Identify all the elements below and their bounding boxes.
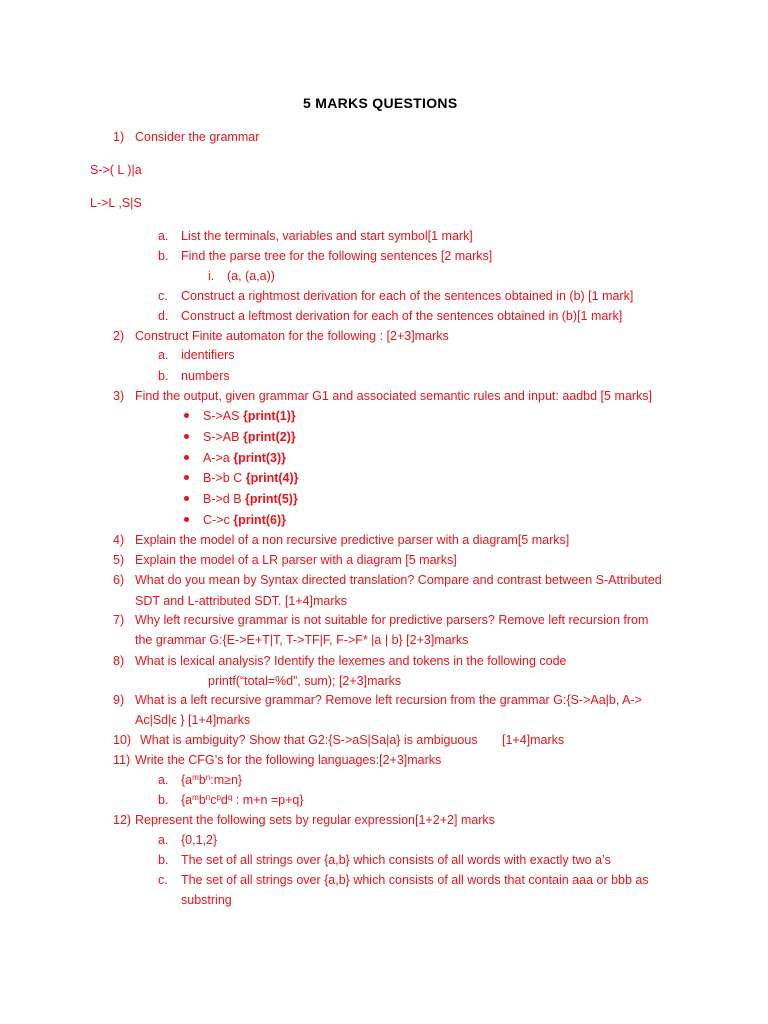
semantic-rule bbox=[203, 491, 298, 507]
bullet-icon bbox=[184, 475, 189, 480]
code-snippet: printf(“total=%d”, sum); [2+3]marks bbox=[208, 674, 402, 688]
semantic-rule bbox=[203, 408, 296, 424]
question-text: Why left recursive grammar is not suitable for predictive parsers? Remove left recursion from bbox=[135, 613, 649, 627]
sub-label: b. bbox=[158, 793, 169, 807]
sub-label: a. bbox=[158, 229, 169, 243]
sub-question: Construct a rightmost derivation for each of the sentences obtained in (b) [1 mark] bbox=[181, 289, 634, 303]
question-number: 5) bbox=[113, 553, 125, 567]
bullet-icon bbox=[184, 455, 189, 460]
question-number: 12) bbox=[113, 813, 132, 827]
superscript: m bbox=[192, 773, 199, 782]
expr-part: {a bbox=[181, 793, 193, 807]
question-text: Consider the grammar bbox=[135, 130, 260, 144]
action: {print(1)} bbox=[242, 409, 296, 423]
superscript: m bbox=[192, 793, 199, 802]
question-number: 8) bbox=[113, 654, 125, 668]
question-text: What do you mean by Syntax directed translation? Compare and contrast between S-Attributed bbox=[135, 573, 662, 587]
expr-part: d bbox=[220, 793, 228, 807]
sub-question: The set of all strings over {a,b} which consists of all words with exactly two a’s bbox=[181, 853, 611, 867]
expr-part: :m≥n} bbox=[210, 773, 243, 787]
question-number: 11) bbox=[113, 753, 131, 767]
semantic-rule bbox=[203, 470, 299, 486]
question-number: 1) bbox=[113, 130, 125, 144]
sub-question: Construct a leftmost derivation for each of the sentences obtained in (b)[1 mark] bbox=[181, 309, 623, 323]
superscript: n bbox=[205, 773, 211, 782]
action: {print(5)} bbox=[245, 492, 298, 506]
question-text-cont: the grammar G:{E->E+T|T, T->TF|F, F->F* |a | b} [2+3]marks bbox=[135, 633, 469, 647]
question-number: 7) bbox=[113, 613, 125, 627]
question-number: 10) bbox=[113, 733, 132, 747]
sub-question: numbers bbox=[181, 369, 230, 383]
page-title: 5 MARKS QUESTIONS bbox=[303, 95, 458, 111]
production: B->b C bbox=[203, 471, 246, 485]
sub-question: Find the parse tree for the following sentences [2 marks] bbox=[181, 249, 493, 263]
action: {print(6)} bbox=[233, 513, 286, 527]
question-text: Explain the model of a non recursive predictive parser with a diagram[5 marks] bbox=[135, 533, 570, 547]
language-expression bbox=[181, 772, 242, 788]
action: {print(4)} bbox=[245, 471, 299, 485]
sub-question: List the terminals, variables and start symbol[1 mark] bbox=[181, 229, 473, 243]
question-number: 3) bbox=[113, 389, 125, 403]
question-number: 4) bbox=[113, 533, 125, 547]
sub-label: c. bbox=[158, 873, 168, 887]
sub-question: identifiers bbox=[181, 348, 235, 362]
sub-label: a. bbox=[158, 773, 169, 787]
sub-question-cont: substring bbox=[181, 893, 232, 907]
question-text: What is a left recursive grammar? Remove left recursion from the grammar G:{S->Aa|b, A-> bbox=[135, 693, 642, 707]
bullet-icon bbox=[184, 434, 189, 439]
question-text-cont: Ac|Sd|ϵ } [1+4]marks bbox=[135, 713, 251, 727]
question-text: Find the output, given grammar G1 and associated semantic rules and input: aadbd [5 marks] bbox=[135, 389, 652, 403]
question-text: Represent the following sets by regular expression[1+2+2] marks bbox=[135, 813, 495, 827]
bullet-icon bbox=[184, 517, 189, 522]
question-marks: [1+4]marks bbox=[502, 733, 565, 747]
sub-question: (a, (a,a)) bbox=[227, 269, 275, 283]
production: S->AB bbox=[203, 430, 243, 444]
sub-label: a. bbox=[158, 833, 169, 847]
superscript: n bbox=[205, 793, 211, 802]
semantic-rule bbox=[203, 512, 286, 528]
superscript: q bbox=[227, 793, 233, 802]
expr-part: : m+n =p+q} bbox=[232, 793, 304, 807]
question-text-cont: SDT and L-attributed SDT. [1+4]marks bbox=[135, 594, 348, 608]
semantic-rule bbox=[203, 450, 286, 466]
bullet-icon bbox=[184, 413, 189, 418]
question-number: 6) bbox=[113, 573, 125, 587]
action: {print(3)} bbox=[233, 451, 287, 465]
sub-question: {0,1,2} bbox=[181, 833, 218, 847]
question-text: What is ambiguity? Show that G2:{S->aS|Sa|a} is ambiguous bbox=[140, 733, 478, 747]
language-expression bbox=[181, 792, 304, 808]
question-number: 9) bbox=[113, 693, 125, 707]
expr-part: {a bbox=[181, 773, 193, 787]
sub-label: c. bbox=[158, 289, 168, 303]
semantic-rule bbox=[203, 429, 296, 445]
action: {print(2)} bbox=[242, 430, 296, 444]
production: C->c bbox=[203, 513, 234, 527]
sub-label: b. bbox=[158, 853, 169, 867]
production: S->AS bbox=[203, 409, 243, 423]
question-text: Construct Finite automaton for the following : [2+3]marks bbox=[135, 329, 449, 343]
production: B->d B bbox=[203, 492, 246, 506]
grammar-rule: S->( L )|a bbox=[90, 163, 142, 177]
expr-part: b bbox=[198, 773, 206, 787]
question-text: What is lexical analysis? Identify the lexemes and tokens in the following code bbox=[135, 654, 567, 668]
grammar-rule: L->L ,S|S bbox=[90, 196, 142, 210]
sub-label: d. bbox=[158, 309, 169, 323]
question-text: Write the CFG’s for the following languages:[2+3]marks bbox=[135, 753, 442, 767]
question-text: Explain the model of a LR parser with a diagram [5 marks] bbox=[135, 553, 457, 567]
sub-label: i. bbox=[208, 269, 215, 283]
superscript: p bbox=[216, 793, 221, 802]
bullet-icon bbox=[184, 496, 189, 501]
sub-label: b. bbox=[158, 249, 169, 263]
sub-label: b. bbox=[158, 369, 169, 383]
question-number: 2) bbox=[113, 329, 125, 343]
sub-label: a. bbox=[158, 348, 169, 362]
production: A->a bbox=[203, 451, 234, 465]
expr-part: c bbox=[210, 793, 217, 807]
sub-question: The set of all strings over {a,b} which consists of all words that contain aaa or bbb as bbox=[181, 873, 649, 887]
expr-part: b bbox=[198, 793, 206, 807]
